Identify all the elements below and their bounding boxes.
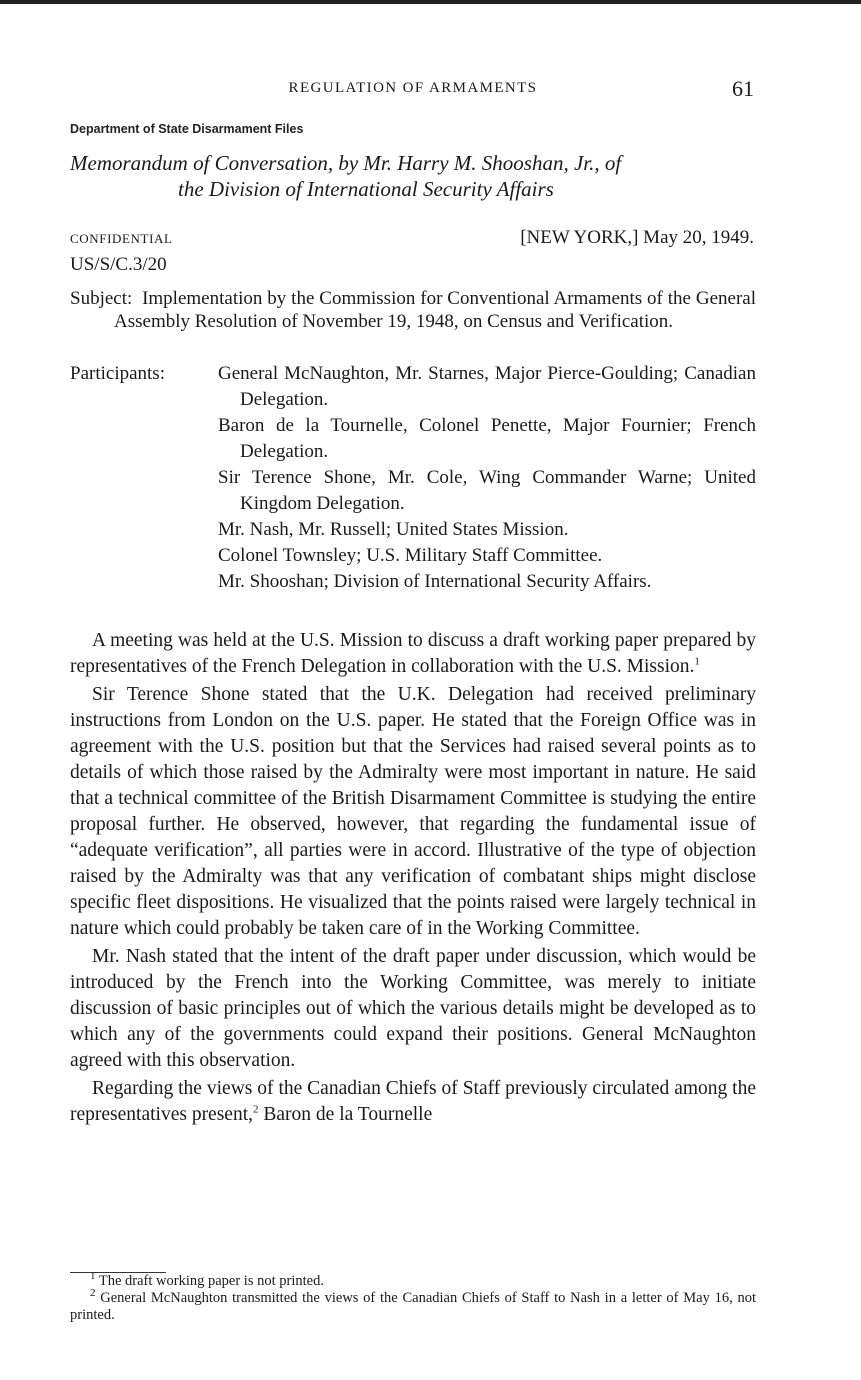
subject-block bbox=[70, 287, 756, 333]
subject-label: Subject: bbox=[70, 288, 133, 309]
memo-body bbox=[70, 628, 756, 1130]
top-border-line bbox=[0, 0, 861, 4]
body-paragraph-3: Mr. Nash stated that the intent of the draft paper under discussion, which would be introduced by the French into the Working Committee, was merely to initiate discussion of basic principles out of which the various details might be developed as to which any of the governments could expand their positions. General McNaughton agreed with this observation. bbox=[70, 946, 756, 1071]
footnote-ref-2: 2 bbox=[253, 1103, 259, 1116]
footnote-1-mark: 1 bbox=[90, 1270, 96, 1283]
running-header bbox=[70, 76, 756, 106]
body-paragraph-4-text-b: Baron de la Tournelle bbox=[258, 1104, 433, 1125]
body-paragraph-4-text-a: Regarding the views of the Canadian Chiefs of Staff previously circulated among the representatives present, bbox=[70, 1078, 756, 1125]
body-paragraph-1 bbox=[70, 628, 756, 680]
footnote-1-text: The draft working paper is not printed. bbox=[95, 1273, 324, 1289]
participants-block bbox=[70, 361, 756, 595]
classification: CONFIDENTIAL bbox=[70, 231, 173, 246]
participant-entry: Mr. Nash, Mr. Russell; United States Mission. bbox=[218, 519, 569, 540]
participant-entry: Mr. Shooshan; Division of International Security Affairs. bbox=[218, 571, 652, 592]
participant-entry: Baron de la Tournelle, Colonel Penette, Major Fournier; French Delegation. bbox=[218, 415, 756, 462]
body-paragraph-2: Sir Terence Shone stated that the U.K. Delegation had received preliminary instructions from London on the U.S. paper. He stated that the Foreign Office was in agreement with the U.S. position but that the Services had raised several points as to details of which those raised by the Admiralty were most important in nature. He said that a technical committee of the British Disarmament Committee is studying the entire proposal further. He observed, however, that regarding the fundamental issue of “adequate verification”, all parties were in accord. Illustrative of the type of objection raised by the Admiralty was that any verification of combatant ships might disclose specific fleet dispositions. He visualized that the points raised were largely technical in nature which could probably be taken care of in the Working Committee. bbox=[70, 684, 756, 939]
participant-entry: Sir Terence Shone, Mr. Cole, Wing Commander Warne; United Kingdom Delegation. bbox=[218, 467, 756, 514]
subject-text: Implementation by the Commission for Conventional Armaments of the General Assembly Resolution of November 19, 1948, on Census and Verification. bbox=[114, 288, 756, 332]
memo-title-line-2: the Division of International Security Affairs bbox=[178, 177, 554, 201]
source-line: Department of State Disarmament Files bbox=[70, 122, 304, 136]
memo-title-line-1: Memorandum of Conversation, by Mr. Harry M. Shooshan, Jr., of bbox=[70, 151, 622, 175]
document-number: US/S/C.3/20 bbox=[70, 254, 167, 275]
dateline: [NEW YORK,] May 20, 1949. bbox=[520, 227, 754, 248]
body-paragraph-4 bbox=[70, 1076, 756, 1128]
subject-paragraph bbox=[70, 287, 756, 333]
page-number: 61 bbox=[732, 76, 754, 101]
footnote-2-mark: 2 bbox=[90, 1287, 96, 1300]
footnote-2 bbox=[70, 1287, 756, 1324]
footnote-2-text: General McNaughton transmitted the views of the Canadian Chiefs of Staff to Nash in a letter of May 16, not printed. bbox=[70, 1290, 756, 1323]
body-paragraph-1-text: A meeting was held at the U.S. Mission to discuss a draft working paper prepared by representatives of the French Delegation in collaboration with the U.S. Mission. bbox=[70, 630, 756, 677]
running-title: REGULATION OF ARMAMENTS bbox=[288, 80, 538, 96]
footnote-1 bbox=[70, 1270, 756, 1290]
participants-label: Participants: bbox=[70, 363, 165, 384]
footnotes bbox=[70, 1270, 756, 1324]
participant-entry: Colonel Townsley; U.S. Military Staff Committee. bbox=[218, 545, 603, 566]
participant-entry: General McNaughton, Mr. Starnes, Major Pierce-Goulding; Canadian Delegation. bbox=[218, 363, 756, 410]
memo-title bbox=[70, 150, 756, 202]
footnote-ref-1: 1 bbox=[694, 655, 700, 668]
participants-list bbox=[70, 361, 756, 595]
